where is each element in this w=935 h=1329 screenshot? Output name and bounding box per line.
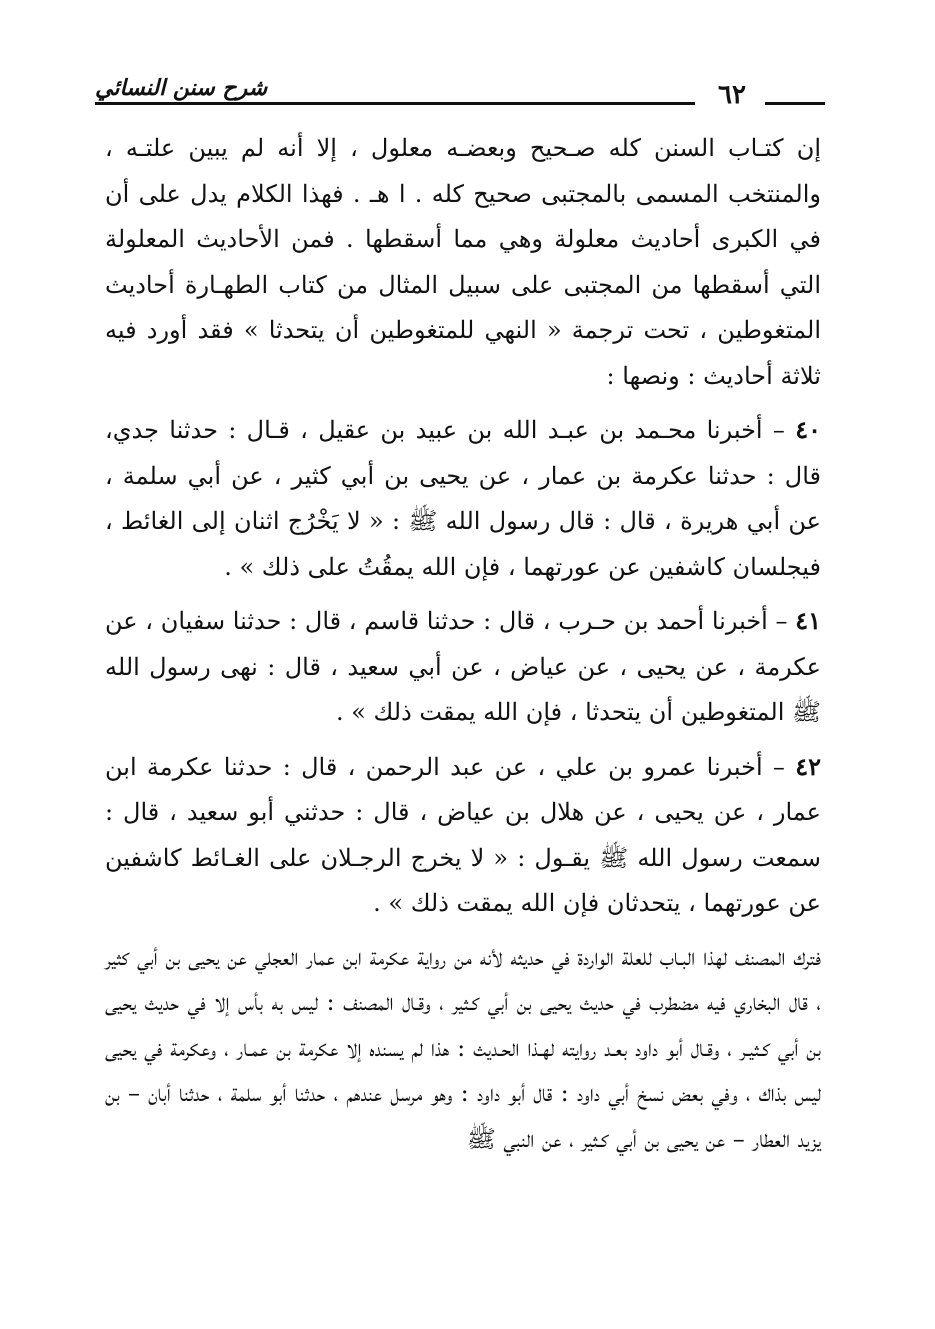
page-number: ٦٢ bbox=[718, 80, 746, 110]
hadith-text: – أخبرنا عمرو بن علي ، عن عبد الرحمن ، قال : حدثنا عكرمة ابن عمار ، عن يحيى ، عن هلال بن عياض ، قال : حدثني أبو سعيد ، قال : سمعت رسول الله ﷺ يقـول : « لا يخرج الرجـلان على الغـائط كاشفين عن عورتهما ، يتحدثان فإن الله يمقت ذلك » . bbox=[105, 752, 821, 917]
hadith-41 bbox=[105, 598, 821, 736]
hadith-text: – أخبرنا محـمد بن عبـد الله بن عبيد بن عقيل ، قـال : حدثنا جدي، قال : حدثنا عكرمة بن عمار ، عن يحيى بن أبي كثير ، عن أبي سلمة ، عن أبي هريرة ، قال : قال رسول الله ﷺ : « لا يَخْرُج اثنان إلى الغائط ، فيجلسان كاشفين عن عورتهما ، فإن الله يمقُتُ على ذلك » . bbox=[105, 416, 821, 581]
running-title: شرح سنن النسائي bbox=[95, 76, 268, 101]
hadith-number: ٤٠ bbox=[795, 415, 821, 444]
commentary-paragraph bbox=[105, 935, 821, 1163]
paragraph-text: إن كتـاب السنن كله صـحيح وبعضـه معلول ، إلا أنه لم يبين علتـه ، والمنتخب المسمى بالمجتبى صحيح كله . ا هـ . فهذا الكلام يدل على أن في الكبرى أحاديث معلولة وهي مما أسقطها . فمن الأحاديث المعلولة التي أسقطها من المجتبى على سبيل المثال من كتاب الطهـارة أحاديث المتغوطين ، تحت ترجمة « النهي للمتغوطين أن يتحدثا » فقد أورد فيه ثلاثة أحاديث : ونصها : bbox=[105, 134, 822, 390]
hadith-text: – أخبرنا أحمد بن حـرب ، قال : حدثنا قاسم ، قال : حدثنا سفيان ، عن عكرمة ، عن يحيى ، عن عياض ، عن أبي سعيد ، قال : نهى رسول الله ﷺ المتغوطين أن يتحدثا ، فإن الله يمقت ذلك » . bbox=[105, 607, 821, 726]
hadith-number: ٤٢ bbox=[795, 751, 821, 781]
page-header bbox=[95, 72, 825, 112]
paragraph-text: فترك المصنف لهذا البـاب للعلة الواردة في حديثه لأنه من رواية عكرمة ابن عمار العجلي عن يحيى بن أبي كثير ، قال البخاري فيه مضطرب في حديث يحيى بن أبي كـثير ، وقـال المصنف : ليس به بأس إلا في حديث يحيى بن أبي كـثيـر ، وقـال أبو داود بعـد روايته لهـذا الحـديث : هذا لم يسنده إلا عكرمة بن عمـار ، وعكرمة في يحيى ليس بذاك ، وفي بعض نسخ أبي داود : قال أبو داود : وهو مرسل عندهم ، حدثنا أبو سلمة ، حدثنا أبان – بن يزيد العطار – عن يحيى بن أبي كـثير ، عن النبي ﷺ bbox=[105, 942, 821, 1153]
intro-paragraph bbox=[105, 126, 821, 399]
hadith-40 bbox=[105, 407, 821, 590]
body-text bbox=[105, 126, 821, 1162]
hadith-number: ٤١ bbox=[795, 606, 821, 635]
header-rule-short bbox=[765, 102, 825, 105]
hadith-42 bbox=[105, 744, 821, 927]
header-rule bbox=[95, 102, 695, 105]
